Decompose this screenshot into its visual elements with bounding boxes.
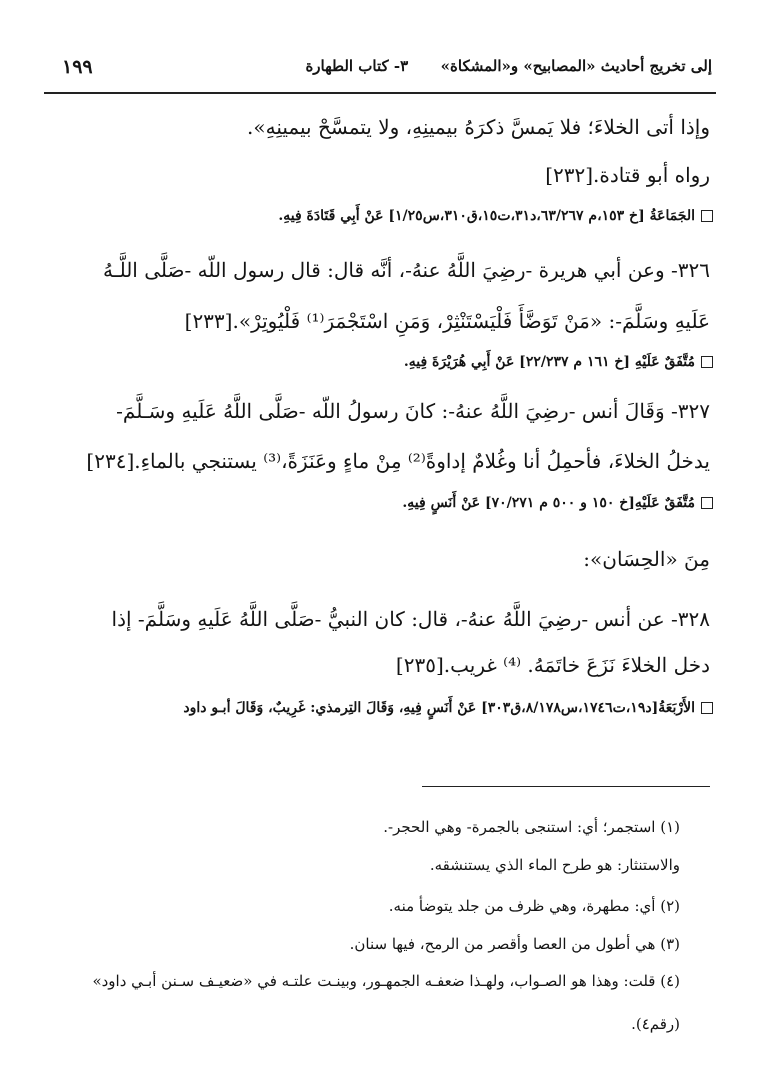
source-note — [404, 354, 713, 370]
hadith-327-line-2: يدخلُ الخلاءَ، فأحمِلُ أنا وغُلامٌ إداوةً⁽²⁾ مِنْ ماءٍ وعَنَزَةً،⁽³⁾ يستنجي بالماءِ.[٢٣٤] — [86, 449, 710, 473]
source-note — [278, 208, 713, 224]
hadith-327-line-1: ٣٢٧- وَقَالَ أنس -رضِيَ اللَّهُ عنهُ-: كانَ رسولُ اللّه -صَلَّى اللَّهُ عَلَيهِ وسَـلَّمَ- — [116, 399, 710, 423]
narrator-line: رواه أبو قتادة.[٢٣٢] — [545, 163, 710, 187]
square-bullet-icon — [701, 702, 713, 714]
square-bullet-icon — [701, 497, 713, 509]
source-note — [402, 495, 713, 511]
hadith-328-line-1: ٣٢٨- عن أنس -رضِيَ اللَّهُ عنهُ-، قال: كان النبيُّ -صَلَّى اللَّهُ عَلَيهِ وسَلَّمَ- إذا — [111, 607, 710, 631]
footnote-4-continued: (رقم٤). — [631, 1015, 680, 1033]
footnote-4: (٤) قلت: وهذا هو الصـواب، ولهـذا ضعفـه الجمهـور، وبينـت علتـه في «ضعيـف سـنن أبـي داود» — [92, 972, 680, 990]
source-text: الأَرْبَعَةُ[د١٩،ت١٧٤٦،س٨/١٧٨،ق٣٠٣] عَنْ أَنَسٍ فِيهِ، وَقَالَ التِرمذي: غَرِيبٌ، وَقَالَ أبـو داود — [183, 700, 695, 716]
footnote-rule — [422, 786, 710, 787]
hadith-326-line-1: ٣٢٦- وعن أبي هريرة -رضِيَ اللَّهُ عنهُ-، أنَّه قال: قال رسول اللّه -صَلَّى اللَّـهُ — [103, 258, 710, 282]
hadith-continuation-line: وإذا أتى الخلاءَ؛ فلا يَمسَّ ذكرَهُ بيمينِهِ، ولا يتمسَّحْ بيمينِهِ». — [247, 115, 710, 139]
section-heading-hasan: مِنَ «الحِسَان»: — [583, 547, 710, 571]
source-text: مُتَّفَقٌ عَلَيْهِ[خ ١٥٠ و ٥٠٠ م ٧٠/٢٧١] عَنْ أَنَسٍ فِيهِ. — [402, 495, 695, 511]
square-bullet-icon — [701, 356, 713, 368]
source-text: الجَمَاعَةُ [خ ١٥٣،م ٦٣/٢٦٧،د٣١،ت١٥،ق٣١٠،س١/٢٥] عَنْ أَبِي قَتَادَةَ فِيهِ. — [278, 208, 695, 224]
footnote-2: (٢) أي: مطهرة، وهي ظرف من جلد يتوضأ منه. — [388, 897, 680, 915]
footnote-1-continued: والاستنثار: هو طرح الماء الذي يستنشقه. — [429, 856, 680, 874]
source-note — [183, 700, 713, 716]
source-text: مُتَّفَقٌ عَلَيْهِ [خ ١٦١ م ٢٢/٢٣٧] عَنْ أَبِي هُرَيْرَةَ فِيهِ. — [403, 354, 695, 370]
footnote-1: (١) استجمر؛ أي: استنجى بالجمرة- وهي الحجر-. — [383, 818, 680, 836]
square-bullet-icon — [701, 210, 713, 222]
footnote-3: (٣) هي أطول من العصا وأقصر من الرمح، فيها سنان. — [349, 935, 680, 953]
hadith-326-line-2: عَلَيهِ وسَلَّمَ-: «مَنْ تَوَضَّأَ فَلْيَسْتَنْثِرْ، وَمَنِ اسْتَجْمَرَ⁽¹⁾ فَلْيُوتِرْ».[٢٣٣] — [184, 309, 710, 333]
book-title: إلى تخريج أحاديث «المصابيح» و«المشكاة» — [440, 57, 712, 75]
hadith-328-line-2: دخل الخلاءَ نَزَعَ خاتَمَهُ. ⁽⁴⁾ غريب.[٢٣٥] — [395, 653, 710, 677]
page-number: ١٩٩ — [62, 56, 93, 78]
running-head — [305, 57, 712, 75]
chapter-title: ٣- كتاب الطهارة — [305, 57, 409, 75]
header-rule — [44, 92, 716, 94]
